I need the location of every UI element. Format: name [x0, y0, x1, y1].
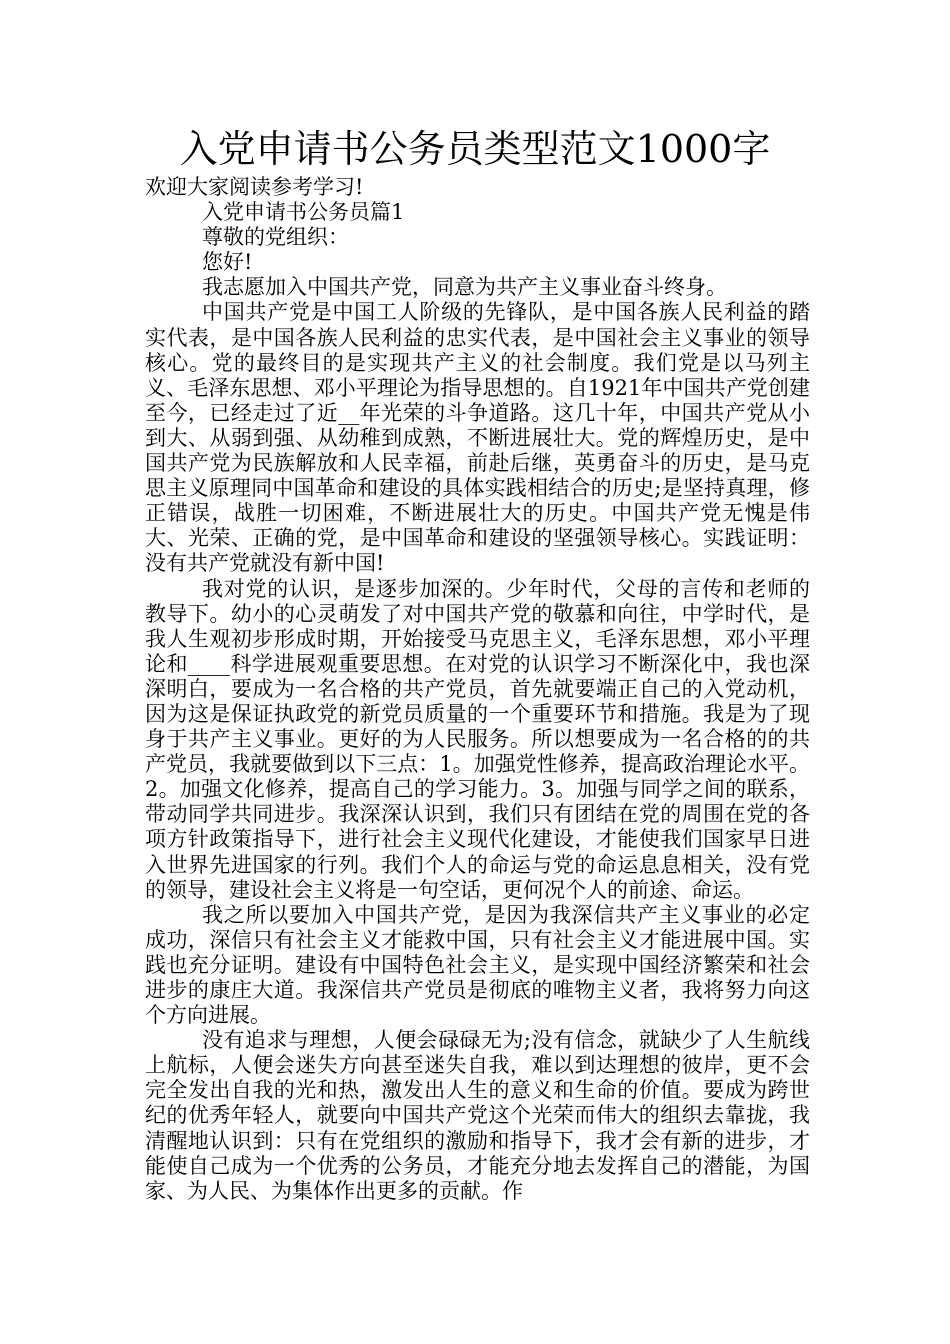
document-body — [145, 175, 810, 1204]
paragraph: 我对党的认识，是逐步加深的。少年时代，父母的言传和老师的教导下。幼小的心灵萌发了对中国共产党的敬慕和向往，中学时代，是我人生观初步形成时期，开始接受马克思主义，毛泽东思想，邓小平理论和____科学进展观重要思想。在对党的认识学习不断深化中，我也深深明白，要成为一名合格的共产党员，首先就要端正自己的入党动机，因为这是保证执政党的新党员质量的一个重要环节和措施。我是为了现身于共产主义事业。更好的为人民服务。所以想要成为一名合格的的共产党员，我就要做到以下三点：1。加强党性修养，提高政治理论水平。2。加强文化修养，提高自己的学习能力。3。加强与同学之间的联系，带动同学共同进步。我深深认识到，我们只有团结在党的周围在党的各项方针政策指导下，进行社会主义现代化建设，才能使我们国家早日进入世界先进国家的行列。我们个人的命运与党的命运息息相关，没有党的领导，建设社会主义将是一句空话，更何况个人的前途、命运。 — [145, 576, 810, 902]
salutation: 尊敬的党组织： — [202, 225, 349, 250]
intro-line: 欢迎大家阅读参考学习! — [145, 175, 364, 199]
paragraph: 中国共产党是中国工人阶级的先锋队，是中国各族人民利益的踏实代表，是中国各族人民利益的忠实代表，是中国社会主义事业的领导核心。党的最终目的是实现共产主义的社会制度。我们党是以马列主义、毛泽东思想、邓小平理论为指导思想的。自1921年中国共产党创建至今，已经走过了近__年光荣的斗争道路。这几十年，中国共产党从小到大、从弱到强、从幼稚到成熟，不断进展壮大。党的辉煌历史，是中国共产党为民族解放和人民幸福，前赴后继，英勇奋斗的历史，是马克思主义原理同中国革命和建设的具体实践相结合的历史;是坚持真理，修正错误，战胜一切困难，不断进展壮大的历史。中国共产党无愧是伟大、光荣、正确的党，是中国革命和建设的坚强领导核心。实践证明：没有共产党就没有新中国! — [145, 300, 810, 576]
paragraph: 没有追求与理想，人便会碌碌无为;没有信念，就缺少了人生航线上航标，人便会迷失方向甚至迷失自我，难以到达理想的彼岸，更不会完全发出自我的光和热，激发出人生的意义和生命的价值。要成为跨世纪的优秀年轻人，就要向中国共产党这个光荣而伟大的组织去靠拢，我清醒地认识到：只有在党组织的激励和指导下，我才会有新的进步，才能使自己成为一个优秀的公务员，才能充分地去发挥自己的潜能，为国家、为人民、为集体作出更多的贡献。作 — [145, 1028, 810, 1203]
section-subtitle: 入党申请书公务员篇1 — [202, 200, 405, 225]
greeting: 您好! — [202, 250, 253, 275]
paragraph: 我之所以要加入中国共产党，是因为我深信共产主义事业的必定成功，深信只有社会主义才能救中国，只有社会主义才能进展中国。实践也充分证明。建设有中国特色社会主义，是实现中国经济繁荣和社会进步的康庄大道。我深信共产党员是彻底的唯物主义者，我将努力向这个方向进展。 — [145, 902, 810, 1028]
document-title: 入党申请书公务员类型范文1000字 — [179, 127, 771, 171]
paragraph: 我志愿加入中国共产党，同意为共产主义事业奋斗终身。 — [202, 275, 727, 300]
